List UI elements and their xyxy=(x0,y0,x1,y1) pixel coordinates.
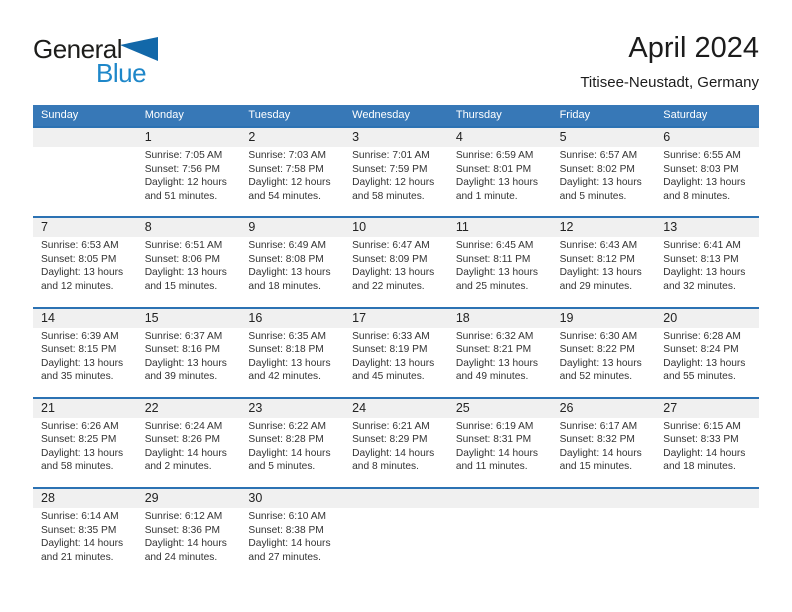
day-number: 23 xyxy=(248,400,263,415)
daylight-text: Daylight: 13 hours and 22 minutes. xyxy=(352,267,435,292)
sunset-text: Sunset: 8:02 PM xyxy=(559,163,635,175)
sunrise-text: Sunrise: 6:28 AM xyxy=(663,330,741,342)
sunrise-text: Sunrise: 6:59 AM xyxy=(455,150,534,161)
sunset-text: Sunset: 8:15 PM xyxy=(41,344,117,356)
sunset-text: Sunset: 8:16 PM xyxy=(144,344,221,356)
day-number-band xyxy=(33,399,759,418)
day-details-row xyxy=(33,328,759,397)
sunset-text: Sunset: 8:35 PM xyxy=(41,524,117,536)
day-cell xyxy=(240,328,344,397)
week-row xyxy=(33,397,759,487)
daylight-text: Daylight: 14 hours and 24 minutes. xyxy=(144,538,227,563)
day-cell xyxy=(552,147,656,216)
sunset-text: Sunset: 8:12 PM xyxy=(559,253,635,265)
general-blue-logo xyxy=(33,36,158,86)
sunrise-text: Sunrise: 6:19 AM xyxy=(455,420,534,432)
day-number: 9 xyxy=(248,220,256,235)
sunrise-text: Sunrise: 6:30 AM xyxy=(559,330,638,342)
day-cell xyxy=(448,418,552,487)
daylight-text: Daylight: 13 hours and 49 minutes. xyxy=(455,357,538,383)
day-cell xyxy=(137,237,241,306)
day-cell xyxy=(344,508,448,577)
sunrise-text: Sunrise: 6:47 AM xyxy=(352,240,430,252)
title-block xyxy=(580,32,759,91)
day-number: 10 xyxy=(352,220,367,235)
sunrise-text: Sunrise: 6:22 AM xyxy=(248,420,327,432)
weekday-wednesday: Wednesday xyxy=(352,109,411,121)
daylight-text: Daylight: 13 hours and 39 minutes. xyxy=(144,357,227,383)
day-number: 7 xyxy=(41,220,48,235)
sunset-text: Sunset: 8:05 PM xyxy=(41,253,117,265)
day-number: 6 xyxy=(663,130,671,144)
week-row xyxy=(33,487,759,577)
day-number: 16 xyxy=(248,310,263,325)
daylight-text: Daylight: 14 hours and 18 minutes. xyxy=(663,447,746,473)
daylight-text: Daylight: 14 hours and 21 minutes. xyxy=(41,538,124,563)
day-number: 30 xyxy=(248,491,263,505)
daylight-text: Daylight: 13 hours and 35 minutes. xyxy=(41,357,124,383)
weekday-sunday: Sunday xyxy=(41,109,79,121)
day-number-band xyxy=(33,218,759,237)
day-number: 24 xyxy=(352,400,367,415)
day-cell xyxy=(448,147,552,216)
day-cell xyxy=(448,328,552,397)
day-cell xyxy=(655,508,759,577)
day-number: 12 xyxy=(559,220,574,235)
daylight-text: Daylight: 14 hours and 27 minutes. xyxy=(248,538,331,563)
sunrise-text: Sunrise: 6:15 AM xyxy=(663,420,741,432)
day-number: 28 xyxy=(41,491,55,505)
sunset-text: Sunset: 8:13 PM xyxy=(663,253,739,265)
daylight-text: Daylight: 13 hours and 25 minutes. xyxy=(455,267,538,292)
sunrise-text: Sunrise: 6:21 AM xyxy=(352,420,430,432)
day-number-band xyxy=(33,309,759,328)
sunset-text: Sunset: 8:26 PM xyxy=(144,434,221,446)
day-details-row xyxy=(33,508,759,577)
day-cell xyxy=(344,418,448,487)
day-number: 19 xyxy=(559,310,574,325)
sunrise-text: Sunrise: 6:51 AM xyxy=(144,240,223,252)
sunset-text: Sunset: 8:36 PM xyxy=(144,524,221,536)
sunrise-text: Sunrise: 6:10 AM xyxy=(248,511,327,522)
daylight-text: Daylight: 14 hours and 2 minutes. xyxy=(144,447,227,473)
day-cell xyxy=(448,508,552,577)
daylight-text: Daylight: 14 hours and 15 minutes. xyxy=(559,447,642,473)
day-number: 15 xyxy=(144,310,159,325)
sunrise-text: Sunrise: 6:14 AM xyxy=(41,511,119,522)
sunset-text: Sunset: 8:28 PM xyxy=(248,434,324,446)
sunrise-text: Sunrise: 6:41 AM xyxy=(663,240,741,252)
day-number xyxy=(33,128,137,147)
calendar-weeks xyxy=(33,126,759,577)
sunset-text: Sunset: 8:38 PM xyxy=(248,524,324,536)
sunrise-text: Sunrise: 6:33 AM xyxy=(352,330,430,342)
day-details-row xyxy=(33,418,759,487)
day-cell xyxy=(344,147,448,216)
day-number xyxy=(552,489,656,508)
daylight-text: Daylight: 13 hours and 12 minutes. xyxy=(41,267,124,292)
week-row xyxy=(33,126,759,216)
sunset-text: Sunset: 8:03 PM xyxy=(663,163,739,175)
day-number: 29 xyxy=(144,491,159,505)
daylight-text: Daylight: 12 hours and 58 minutes. xyxy=(352,177,435,202)
sunrise-text: Sunrise: 6:26 AM xyxy=(41,420,119,432)
sunrise-text: Sunrise: 7:03 AM xyxy=(248,150,327,161)
sunset-text: Sunset: 8:31 PM xyxy=(455,434,532,446)
page-title: April 2024 xyxy=(628,32,759,64)
daylight-text: Daylight: 13 hours and 15 minutes. xyxy=(144,267,227,292)
daylight-text: Daylight: 13 hours and 55 minutes. xyxy=(663,357,746,383)
sunrise-text: Sunrise: 6:53 AM xyxy=(41,240,119,252)
daylight-text: Daylight: 13 hours and 45 minutes. xyxy=(352,357,435,383)
sunrise-text: Sunrise: 6:43 AM xyxy=(559,240,638,252)
weekday-thursday: Thursday xyxy=(455,109,502,121)
daylight-text: Daylight: 13 hours and 52 minutes. xyxy=(559,357,642,383)
sunset-text: Sunset: 8:19 PM xyxy=(352,344,428,356)
daylight-text: Daylight: 12 hours and 54 minutes. xyxy=(248,177,331,202)
day-cell xyxy=(33,237,137,306)
calendar-table xyxy=(33,105,759,577)
sunset-text: Sunset: 8:29 PM xyxy=(352,434,428,446)
sunrise-text: Sunrise: 6:17 AM xyxy=(559,420,638,432)
sunset-text: Sunset: 8:01 PM xyxy=(455,163,532,175)
sunset-text: Sunset: 8:32 PM xyxy=(559,434,635,446)
sunset-text: Sunset: 8:18 PM xyxy=(248,344,324,356)
day-number: 25 xyxy=(455,400,470,415)
day-cell xyxy=(33,328,137,397)
weekday-friday: Friday xyxy=(559,109,591,121)
sunset-text: Sunset: 8:24 PM xyxy=(663,344,739,356)
sunset-text: Sunset: 8:06 PM xyxy=(144,253,221,265)
day-number xyxy=(655,489,759,508)
weekday-monday: Monday xyxy=(144,109,184,121)
day-number: 8 xyxy=(144,220,152,235)
logo-text-blue: Blue xyxy=(96,58,147,88)
sunrise-text: Sunrise: 6:37 AM xyxy=(144,330,223,342)
day-cell xyxy=(344,328,448,397)
sunset-text: Sunset: 8:08 PM xyxy=(248,253,324,265)
sunrise-text: Sunrise: 6:35 AM xyxy=(248,330,327,342)
day-number: 21 xyxy=(41,400,55,415)
day-number: 3 xyxy=(352,130,360,144)
day-cell xyxy=(655,328,759,397)
sunset-text: Sunset: 7:56 PM xyxy=(144,163,221,175)
day-cell xyxy=(240,147,344,216)
day-cell xyxy=(552,418,656,487)
sunset-text: Sunset: 8:09 PM xyxy=(352,253,428,265)
day-number: 4 xyxy=(455,130,463,144)
day-number: 11 xyxy=(455,220,469,235)
day-cell xyxy=(448,237,552,306)
sunset-text: Sunset: 8:21 PM xyxy=(455,344,532,356)
sunrise-text: Sunrise: 6:39 AM xyxy=(41,330,119,342)
logo-text-general: General xyxy=(33,34,122,64)
sunset-text: Sunset: 8:25 PM xyxy=(41,434,117,446)
day-cell xyxy=(552,237,656,306)
sunrise-text: Sunrise: 6:57 AM xyxy=(559,150,638,161)
day-cell xyxy=(552,508,656,577)
day-cell xyxy=(655,147,759,216)
page-subtitle: Titisee-Neustadt, Germany xyxy=(580,74,759,92)
sunset-text: Sunset: 7:59 PM xyxy=(352,163,428,175)
daylight-text: Daylight: 13 hours and 8 minutes. xyxy=(663,177,746,202)
daylight-text: Daylight: 13 hours and 5 minutes. xyxy=(559,177,642,202)
day-number: 13 xyxy=(663,220,678,235)
day-number-band xyxy=(33,128,759,147)
day-number: 22 xyxy=(144,400,159,415)
sunset-text: Sunset: 7:58 PM xyxy=(248,163,324,175)
day-number xyxy=(448,489,552,508)
day-cell xyxy=(137,418,241,487)
sunrise-text: Sunrise: 6:32 AM xyxy=(455,330,534,342)
day-number: 20 xyxy=(663,310,678,325)
weekday-tuesday: Tuesday xyxy=(248,109,291,121)
day-number: 26 xyxy=(559,400,574,415)
day-details-row xyxy=(33,237,759,306)
day-cell xyxy=(240,237,344,306)
day-number: 17 xyxy=(352,310,367,325)
sunset-text: Sunset: 8:22 PM xyxy=(559,344,635,356)
week-row xyxy=(33,307,759,397)
sunset-text: Sunset: 8:11 PM xyxy=(455,253,531,265)
daylight-text: Daylight: 12 hours and 51 minutes. xyxy=(144,177,227,202)
day-number-band xyxy=(33,489,759,508)
daylight-text: Daylight: 13 hours and 29 minutes. xyxy=(559,267,642,292)
day-cell xyxy=(33,147,137,216)
day-number: 18 xyxy=(455,310,470,325)
daylight-text: Daylight: 14 hours and 5 minutes. xyxy=(248,447,331,473)
sunrise-text: Sunrise: 6:55 AM xyxy=(663,150,741,161)
day-number: 14 xyxy=(41,310,55,325)
daylight-text: Daylight: 14 hours and 8 minutes. xyxy=(352,447,435,473)
day-cell xyxy=(552,328,656,397)
day-cell xyxy=(240,418,344,487)
sunrise-text: Sunrise: 6:24 AM xyxy=(144,420,223,432)
day-number: 2 xyxy=(248,130,256,144)
sunrise-text: Sunrise: 7:01 AM xyxy=(352,150,430,161)
daylight-text: Daylight: 13 hours and 1 minute. xyxy=(455,177,538,202)
week-row xyxy=(33,216,759,306)
daylight-text: Daylight: 13 hours and 58 minutes. xyxy=(41,447,124,473)
day-number: 1 xyxy=(144,130,152,144)
daylight-text: Daylight: 14 hours and 11 minutes. xyxy=(455,447,538,473)
sunrise-text: Sunrise: 6:12 AM xyxy=(144,511,223,522)
weekday-saturday: Saturday xyxy=(663,109,708,121)
day-cell xyxy=(655,418,759,487)
daylight-text: Daylight: 13 hours and 32 minutes. xyxy=(663,267,746,292)
day-cell xyxy=(344,237,448,306)
sunrise-text: Sunrise: 6:45 AM xyxy=(455,240,534,252)
sunrise-text: Sunrise: 6:49 AM xyxy=(248,240,327,252)
day-cell xyxy=(655,237,759,306)
day-number: 5 xyxy=(559,130,567,144)
daylight-text: Daylight: 13 hours and 18 minutes. xyxy=(248,267,331,292)
sunset-text: Sunset: 8:33 PM xyxy=(663,434,739,446)
day-cell xyxy=(33,508,137,577)
sunrise-text: Sunrise: 7:05 AM xyxy=(144,150,223,161)
day-cell xyxy=(137,147,241,216)
day-cell xyxy=(33,418,137,487)
weekday-header-row xyxy=(33,105,759,126)
day-details-row xyxy=(33,147,759,216)
day-cell xyxy=(137,508,241,577)
day-number xyxy=(344,489,448,508)
day-cell xyxy=(137,328,241,397)
day-cell xyxy=(240,508,344,577)
daylight-text: Daylight: 13 hours and 42 minutes. xyxy=(248,357,331,383)
day-number: 27 xyxy=(663,400,678,415)
